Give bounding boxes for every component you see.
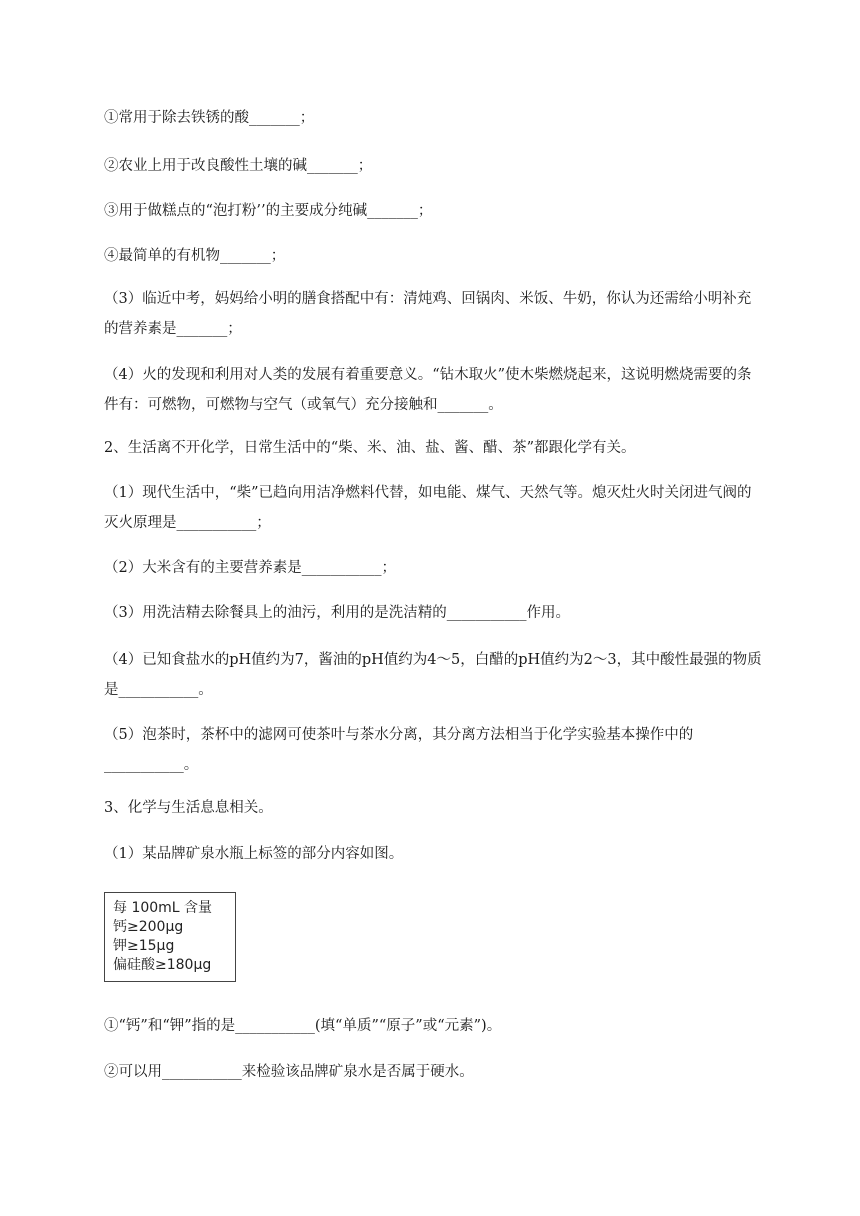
question-1-part-4: （4）火的发现和利用对人类的发展有着重要意义。“钻木取火”使木柴燃烧起来，这说明燃烧需要的条件有：可燃物，可燃物与空气（或氧气）充分接触和_______。 [104, 367, 752, 413]
label-row-calcium: 钙≥200μg [113, 919, 184, 935]
question-1-item-3: ③用于做糕点的“泡打粉’’的主要成分纯碱_______； [104, 203, 433, 219]
question-3-item-2: ②可以用___________来检验该品牌矿泉水是否属于硬水。 [104, 1064, 474, 1080]
question-1-item-4: ④最简单的有机物_______； [104, 248, 286, 264]
question-3-title: 3、化学与生活息息相关。 [104, 800, 273, 816]
question-2-part-2: （2）大米含有的主要营养素是___________； [104, 560, 396, 576]
label-row-potassium: 钾≥15μg [113, 938, 175, 954]
label-row-header: 每 100mL 含量 [113, 900, 213, 916]
question-1-item-1: ①常用于除去铁锈的酸_______； [104, 110, 315, 126]
label-row-metasilicic-acid: 偏硅酸≥180μg [113, 957, 212, 973]
question-2-title: 2、生活离不开化学，日常生活中的“柴、米、油、盐、酱、醋、茶”都跟化学有关。 [104, 440, 636, 456]
question-2-part-5: （5）泡茶时，茶杯中的滤网可使茶叶与茶水分离，其分离方法相当于化学实验基本操作中的___________。 [104, 727, 694, 773]
mineral-water-label [104, 892, 236, 982]
question-3-item-1: ①“钙”和“钾”指的是___________(填“单质”“原子”或“元素”)。 [104, 1018, 502, 1034]
question-2-part-3: （3）用洗洁精去除餐具上的油污，利用的是洗洁精的___________作用。 [104, 605, 570, 621]
question-2-part-1: （1）现代生活中，“柴”已趋向用洁净燃料代替，如电能、煤气、天然气等。熄灭灶火时关闭进气阀的灭火原理是___________； [104, 485, 752, 531]
question-2-part-4: （4）已知食盐水的pH值约为7，酱油的pH值约为4～5，白醋的pH值约为2～3，其中酸性最强的物质是___________。 [104, 652, 762, 698]
question-3-part-1: （1）某品牌矿泉水瓶上标签的部分内容如图。 [104, 846, 404, 862]
question-1-part-3: （3）临近中考，妈妈给小明的膳食搭配中有：清炖鸡、回锅肉、米饭、牛奶，你认为还需给小明补充的营养素是_______； [104, 291, 752, 337]
question-1-item-2: ②农业上用于改良酸性土壤的碱_______； [104, 158, 373, 174]
